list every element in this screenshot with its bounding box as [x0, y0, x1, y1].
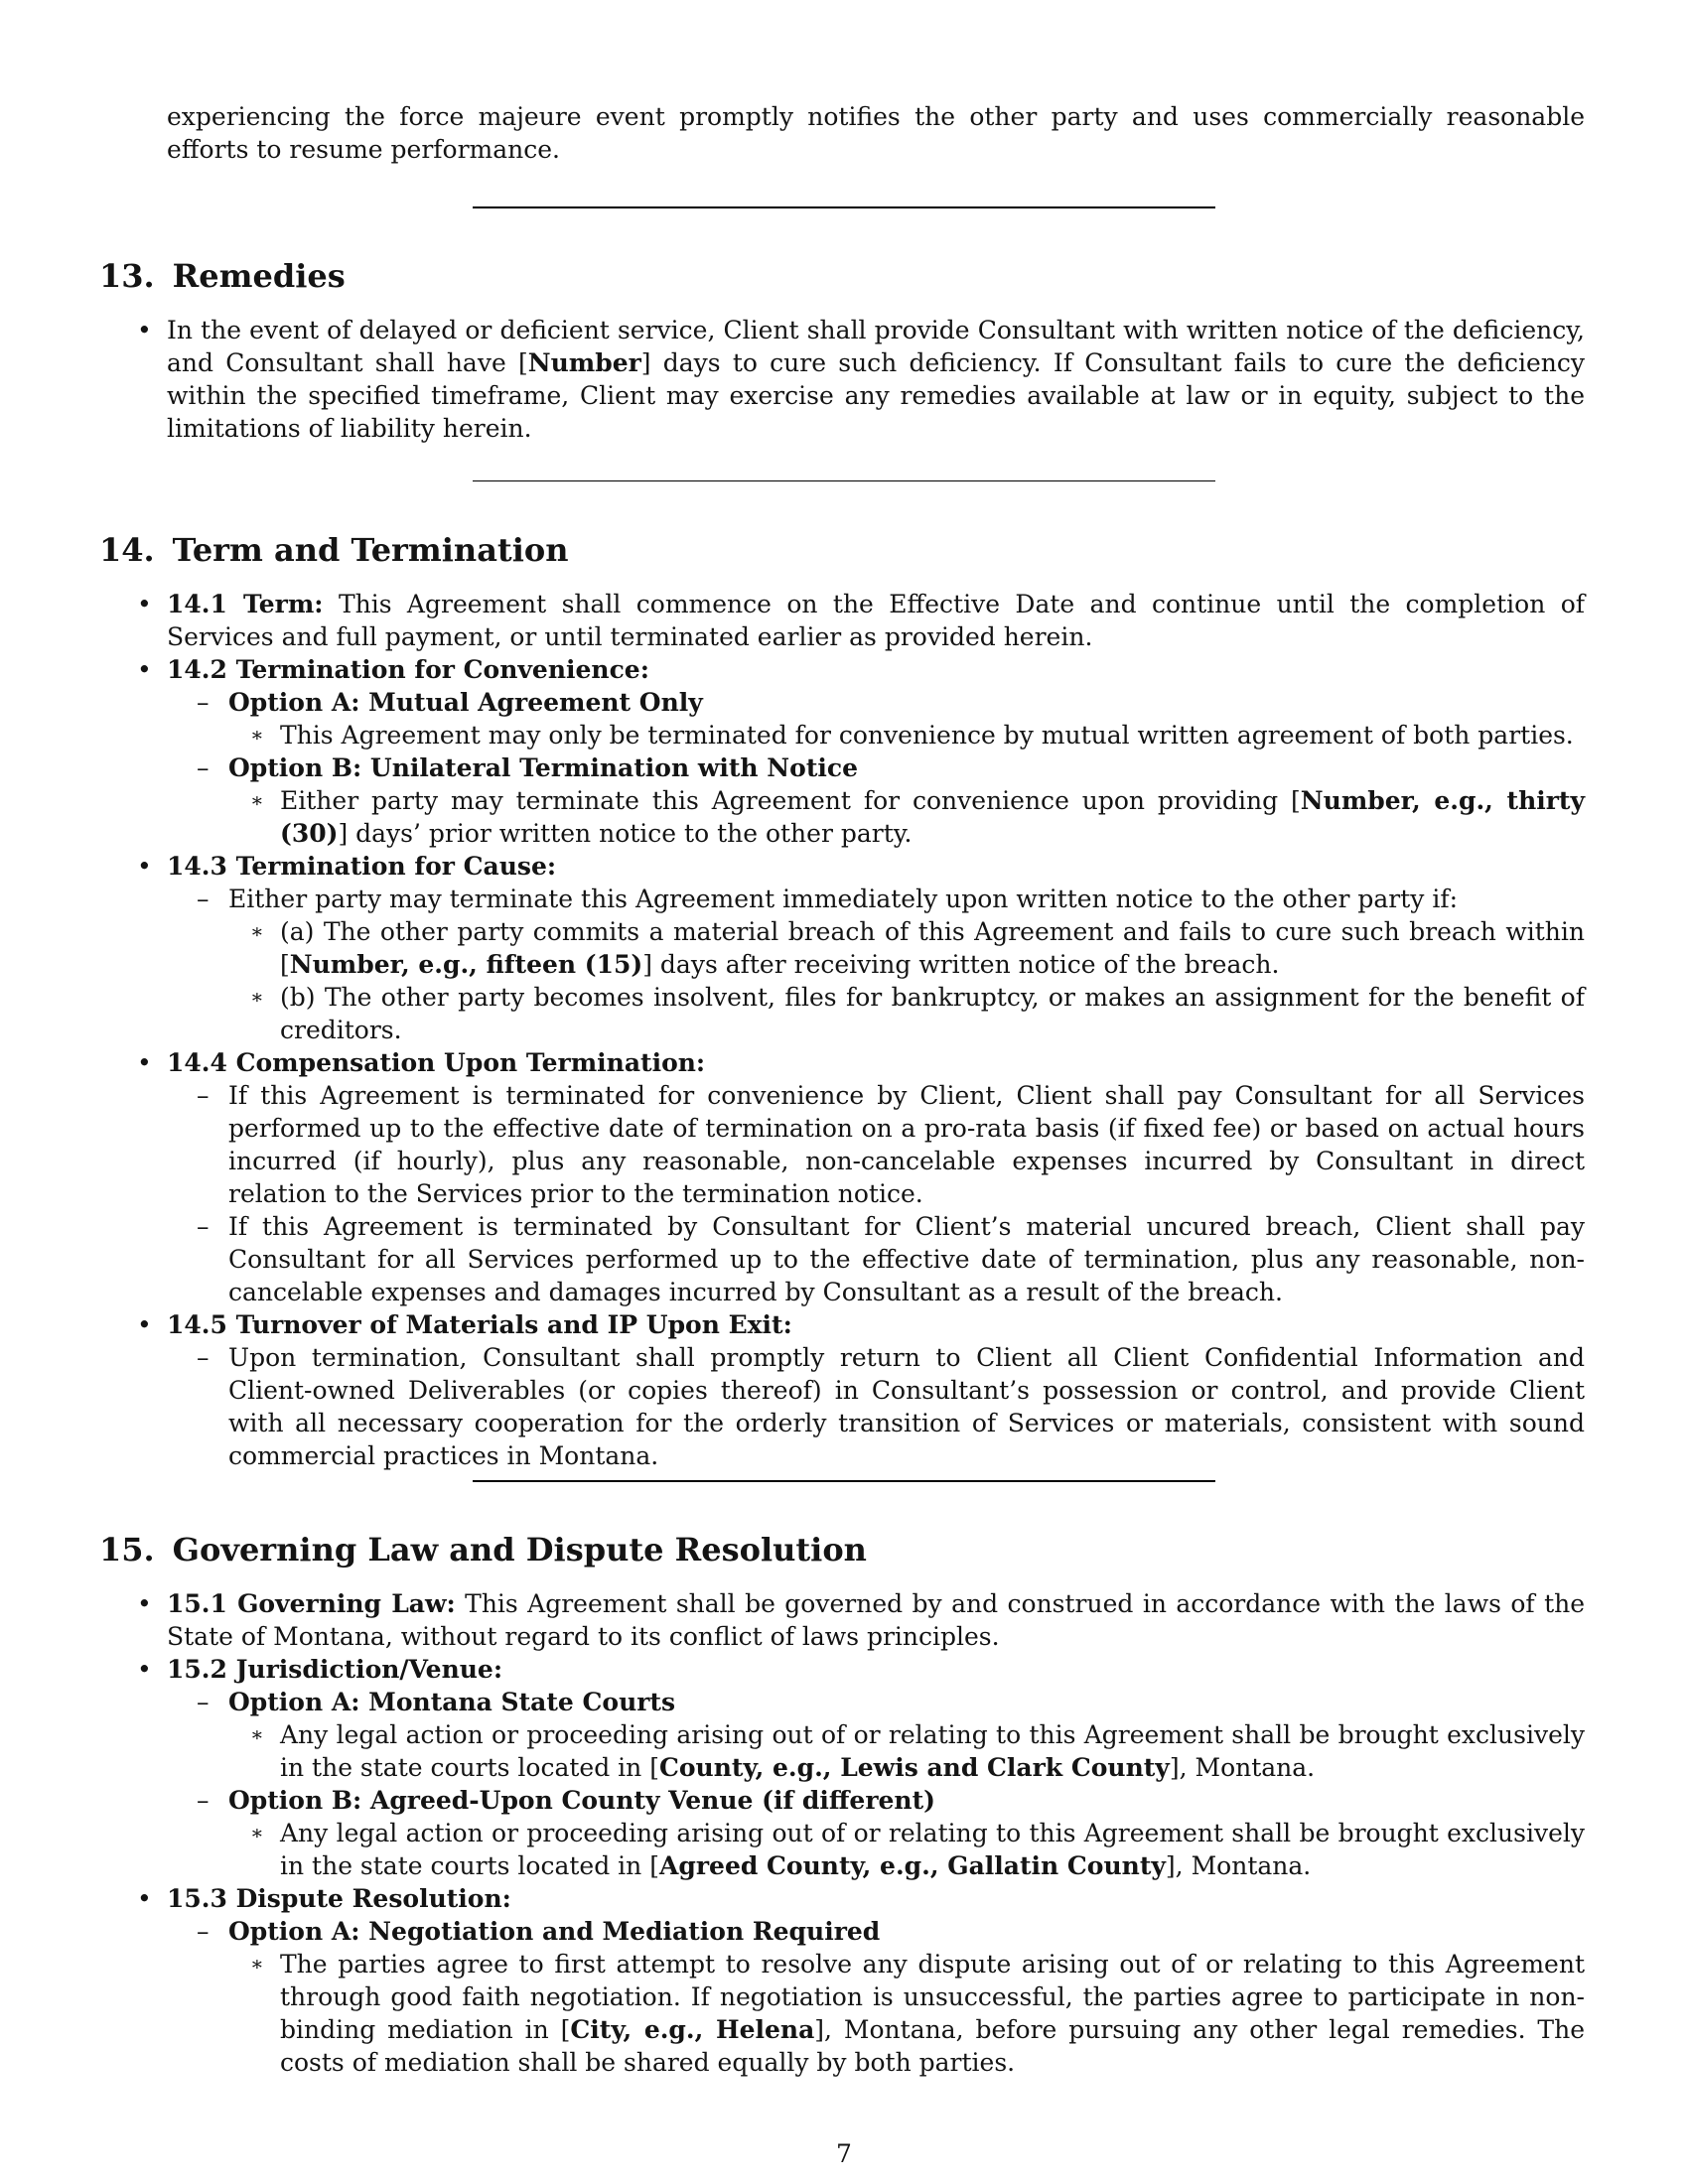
sub-sub-list-item	[0, 719, 1688, 751]
section-number: 13.	[99, 257, 155, 295]
list-item	[0, 653, 1688, 686]
text: ] days to cure such deficiency. If Consultant fails to cure the deficiency within the specified timeframe, Client may exercise any remedies available at law or in equity, subject to the limitations of liability herein.	[167, 348, 1585, 443]
item-label: 14.1 Term:	[167, 590, 324, 618]
section-number: 14.	[99, 531, 155, 569]
dash-icon: –	[197, 1786, 210, 1815]
list-item	[0, 588, 1688, 653]
text: (b) The other party becomes insolvent, files for bankruptcy, or makes an assignment for the benefit of creditors.	[280, 983, 1585, 1044]
bullet-icon: •	[137, 1884, 152, 1913]
list-item	[0, 1308, 1688, 1341]
sub-list-item	[0, 1784, 1688, 1817]
bullet-icon: •	[137, 655, 152, 684]
option-label: Option A: Montana State Courts	[228, 1688, 676, 1716]
text: If this Agreement is terminated by Consultant for Client’s material uncured breach, Client shall pay Consultant for all Services performed up to the effective date of termination, plus any reasonable, non-cancelable expenses and damages incurred by Consultant as a result of the breach.	[228, 1212, 1585, 1306]
text: Either party may terminate this Agreement immediately upon written notice to the other party if:	[228, 885, 1459, 913]
intro-paragraph: experiencing the force majeure event promptly notifies the other party and uses commercially reasonable efforts to resume performance.	[167, 102, 1585, 164]
dash-icon: –	[197, 1081, 210, 1110]
bullet-icon: •	[137, 1048, 152, 1077]
list-item	[0, 850, 1688, 883]
item-label: 14.2 Termination for Convenience:	[167, 655, 649, 684]
text: In the event of delayed or deficient service, Client shall provide Consultant with written notice of the deficiency, and Consultant shall have [	[167, 316, 1585, 377]
text: ], Montana.	[1169, 1753, 1316, 1782]
text: Any legal action or proceeding arising out of or relating to this Agreement shall be brought exclusively in the state courts located in [	[280, 1819, 1585, 1880]
section-15-list	[0, 1587, 1688, 2079]
item-label: 15.2 Jurisdiction/Venue:	[167, 1655, 503, 1684]
sub-list-item	[0, 1686, 1688, 1718]
option-label: Option B: Unilateral Termination with Notice	[228, 753, 858, 782]
section-13-list	[0, 314, 1688, 445]
placeholder-text: Number, e.g., thirty (30)	[280, 786, 1585, 848]
list-item	[0, 1046, 1688, 1079]
sub-sub-list-item	[0, 1817, 1688, 1882]
text: The parties agree to first attempt to resolve any dispute arising out of or relating to this Agreement through good faith negotiation. If negotiation is unsuccessful, the parties agree to participate in non-binding mediation in [	[280, 1950, 1585, 2044]
section-13-heading	[99, 256, 346, 296]
option-label: Option A: Negotiation and Mediation Required	[228, 1917, 881, 1946]
list-item	[0, 1587, 1688, 1653]
text: ] days after receiving written notice of the breach.	[642, 950, 1280, 979]
asterisk-icon: ∗	[250, 723, 264, 747]
sub-list-item	[0, 883, 1688, 915]
text: This Agreement may only be terminated for convenience by mutual written agreement of both parties.	[280, 721, 1574, 750]
dash-icon: –	[197, 1343, 210, 1372]
section-15-heading	[99, 1530, 867, 1570]
asterisk-icon: ∗	[250, 919, 264, 943]
text: ] days’ prior written notice to the other party.	[338, 819, 913, 848]
item-label: 15.3 Dispute Resolution:	[167, 1884, 511, 1913]
item-label: 15.1 Governing Law:	[167, 1589, 456, 1618]
sub-list-item	[0, 751, 1688, 784]
sub-sub-list-item	[0, 981, 1688, 1046]
sub-list-item	[0, 1079, 1688, 1210]
text: Upon termination, Consultant shall promptly return to Client all Client Confidential Information and Client-owned Deliverables (or copies thereof) in Consultant’s possession or control, and provide Client with all necessary cooperation for the orderly transition of Services or materials, consistent with sound commercial practices in Montana.	[228, 1343, 1585, 1470]
placeholder-text: Agreed County, e.g., Gallatin County	[658, 1851, 1166, 1880]
text: This Agreement shall be governed by and construed in accordance with the laws of the State of Montana, without regard to its conflict of laws principles.	[167, 1589, 1586, 1651]
section-divider	[473, 480, 1215, 481]
placeholder-text: City, e.g., Helena	[570, 2015, 815, 2044]
section-14-heading	[99, 530, 568, 570]
dash-icon: –	[197, 753, 210, 782]
text: ], Montana.	[1165, 1851, 1312, 1880]
page-number: 7	[836, 2139, 852, 2168]
dash-icon: –	[197, 688, 210, 717]
bullet-icon: •	[137, 1655, 152, 1684]
bullet-icon: •	[137, 590, 152, 618]
text: ], Montana, before pursuing any other legal remedies. The costs of mediation shall be shared equally by both parties.	[280, 2015, 1585, 2077]
sub-sub-list-item	[0, 915, 1688, 981]
list-item	[0, 1653, 1688, 1686]
dash-icon: –	[197, 1917, 210, 1946]
dash-icon: –	[197, 885, 210, 913]
sub-list-item	[0, 1210, 1688, 1308]
sub-list-item	[0, 1341, 1688, 1472]
section-title: Governing Law and Dispute Resolution	[172, 1531, 867, 1569]
asterisk-icon: ∗	[250, 788, 264, 812]
sub-list-item	[0, 1915, 1688, 1948]
text: Either party may terminate this Agreement for convenience upon providing [	[280, 786, 1301, 815]
asterisk-icon: ∗	[250, 1952, 264, 1976]
bullet-icon: •	[137, 1310, 152, 1339]
section-number: 15.	[99, 1531, 155, 1569]
asterisk-icon: ∗	[250, 1821, 264, 1844]
sub-sub-list-item	[0, 784, 1688, 850]
bullet-icon: •	[137, 316, 152, 344]
section-14-list	[0, 588, 1688, 1472]
text: Any legal action or proceeding arising out of or relating to this Agreement shall be brought exclusively in the state courts located in [	[280, 1720, 1585, 1782]
placeholder-text: County, e.g., Lewis and Clark County	[658, 1753, 1170, 1782]
text: (a) The other party commits a material breach of this Agreement and fails to cure such breach within [	[280, 917, 1585, 979]
item-label: 14.5 Turnover of Materials and IP Upon Exit:	[167, 1310, 792, 1339]
sub-sub-list-item	[0, 1718, 1688, 1784]
dash-icon: –	[197, 1212, 210, 1241]
text: This Agreement shall commence on the Effective Date and continue until the completion of Services and full payment, or until terminated earlier as provided herein.	[167, 590, 1585, 651]
bullet-icon: •	[137, 1589, 152, 1618]
item-label: 14.4 Compensation Upon Termination:	[167, 1048, 706, 1077]
dash-icon: –	[197, 1688, 210, 1716]
text: If this Agreement is terminated for convenience by Client, Client shall pay Consultant for all Services performed up to the effective date of termination on a pro-rata basis (if fixed fee) or based on actual hours incurred (if hourly), plus any reasonable, non-cancelable expenses incurred by Consultant in direct relation to the Services prior to the termination notice.	[228, 1081, 1585, 1208]
section-divider	[473, 206, 1215, 208]
item-label: 14.3 Termination for Cause:	[167, 852, 557, 881]
placeholder-text: Number, e.g., fifteen (15)	[289, 950, 643, 979]
sub-list-item	[0, 686, 1688, 719]
asterisk-icon: ∗	[250, 1722, 264, 1746]
option-label: Option A: Mutual Agreement Only	[228, 688, 703, 717]
option-label: Option B: Agreed-Upon County Venue (if different)	[228, 1786, 935, 1815]
section-divider	[473, 1480, 1215, 1482]
bullet-icon: •	[137, 852, 152, 881]
list-item	[0, 1882, 1688, 1915]
placeholder-text: Number	[527, 348, 641, 377]
sub-sub-list-item	[0, 1948, 1688, 2079]
list-item	[0, 314, 1688, 445]
section-title: Term and Termination	[172, 531, 569, 569]
section-title: Remedies	[172, 257, 346, 295]
asterisk-icon: ∗	[250, 985, 264, 1009]
